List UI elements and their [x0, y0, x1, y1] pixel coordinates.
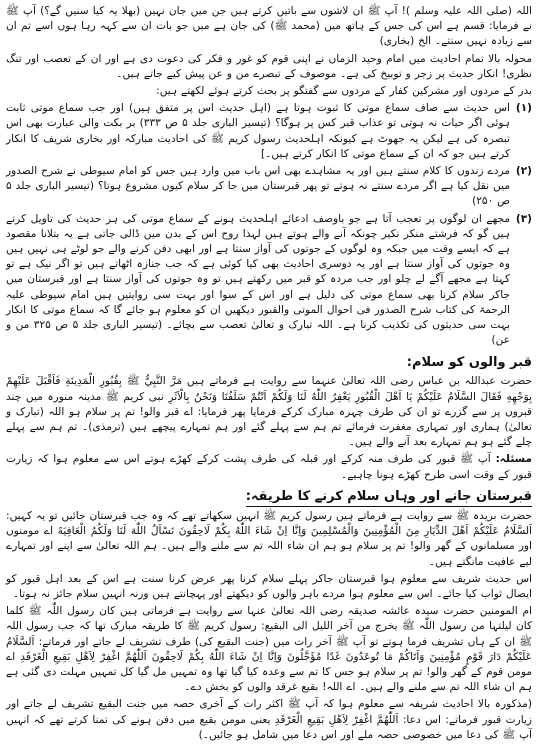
section-greeting-graves — [6, 350, 532, 482]
section-visiting-graveyard — [6, 485, 532, 743]
section-heading: قبرستان جانے اور وہاں سلام کرنے کا طریقہ: — [246, 489, 532, 507]
section-body: حضرت بریدہ ﷺ سے روایت ہے فرماتے ہیں رسول کریم ﷺ انہیں سکھاتے تھے کہ وہ جب قبرستان جائیں تو یہ کہیں: اَلسَّلَامُ عَلَيْكُمْ اَهْلَ الدِّيَارِ مِنَ الْمُؤْمِنِينَ وَالْمُسْلِمِينَ وَاِنَّا اِنْ شَاءَ اللّٰهُ بِكُمْ لَاحِقُونَ نَسْاَلُ اللّٰهَ لَنَا وَلَكُمُ الْعَافِيَةَ اے مومنوں اور مسلمانوں کے گھر والو! تم پر سلام ہو ہم ان شاء اللہ تم سے ملنے والے ہیں۔ ہم اللہ تعالیٰ سے اپنے اور تمہارے لیے عافیت مانگتے ہیں۔ — [6, 509, 532, 568]
section-note: اس حدیث شریف سے معلوم ہوا قبرستان جاکر پہلے سلام کرنا پھر عرض کرنا سنت ہے اس کے بعد اہل قبور کو ایصال ثواب کیا جائے۔ اس سے معلوم ہوا مردے باہر والوں کو دیکھتے اور پہچانتے ہیں ورنہ انہیں سلام جائز نہ ہوتا۔ — [6, 572, 532, 600]
list-item — [6, 101, 532, 164]
section-hadith: ام المومنین حضرت سیدہ عائشہ صدیقہ رضی اللہ تعالیٰ عنہا سے روایت ہے فرماتی ہیں کان رسول اللّٰہ ﷺ کلما کان لیلتہا من رسول اللّٰہ ﷺ یخرج من آخر اللیل الی البقیع: رسول کریم ﷺ کا طریقہ مبارک تھا کہ جب رسول اللہ ﷺ ان کے ہاں تشریف فرما ہوتے تو آپ ﷺ آخر رات میں (جنت البقیع کی) طرف تشریف لے جاتے اور فرماتے: اَلسَّلَامُ عَلَيْكُمْ دَارَ قَوْمٍ مُؤْمِنِينَ وَاَتَاكُمْ مَا تُوعَدُونَ غَدًا مُؤَجَّلُونَ وَاِنَّا اِنْ شَاءَ اللّٰهُ بِكُمْ لَاحِقُونَ اَللّٰهُمَّ اغْفِرْ لِاَهْلِ بَقِيعِ الْغَرْقَدِ اے مومن قوم کے گھر والو! تم پر سلام ہو جس کا تم سے وعدہ کیا گیا تھا وہ تمہیں مل گیا کل تمہیں مہلت دی گئی ہے ہم ان شاء اللہ تم سے ملنے والے ہیں۔ اے اللہ! بقیع غرقد والوں کو بخش دے۔ — [6, 605, 532, 694]
list-marker: (۱) — [515, 102, 532, 115]
section-heading: قبر والوں کو سلام: — [406, 355, 532, 371]
list-item-text: مردے زندوں کا کلام سنتے ہیں اور یہ مشاہدے بھی اس باب میں وارد ہیں جس کو امام سیوطی نے شرح الصدور میں نقل کیا ہے اگر مردے سنتے نہ ہوتے تو پھر قبرستان میں جا کر سلام کیوں مشروع ہوتا؟ (تیسیر الباری جلد ۵ ص ۲۵۰) — [6, 165, 510, 208]
masala-text: آپ ﷺ قبور کی طرف منہ کرکے اور قبلہ کی طرف پشت کرکے کھڑے ہوتے اس سے معلوم ہوا کہ زیارت قبور کے وقت اسی طرح کھڑے ہونا چاہیے۔ — [6, 453, 532, 481]
list-item-text: اس حدیث سے صاف سماع موتی کا ثبوت ہوتا ہے (اہل حدیث اس پر متفق ہیں) اور جب سماع موتی ثابت ہوئی اگر حیات نہ ہوتی تو عذاب قبر کس پر ہوگا؟ (تیسیر الباری جلد ۵ ص ۳۳۳) بر بکت والی عبارت بھی اس تبصرہ کی ہے لیکن یہ جھوٹ ہے کیونکہ اہلحدیث رسول کریم ﷺ کی احادیث مبارکہ اور بخاری شریف کا انکار کرتے ہیں جو کہ ان کے سماع موتی کا انکار کرتے ہیں۔] — [6, 102, 510, 160]
paragraph-commentary: محولہ بالا تمام احادیث میں امام وحید الزماں نے اپنی قوم کو غور و فکر کی دعوت دی ہے اور ان کے تعصب اور تنگ نظری! انکار حدیث پر زجر و توبیخ کی ہے۔ موصوف کے تبصرے من و عن پیش کیے جاتے ہیں۔ — [6, 52, 532, 80]
paragraph-badr-intro: بدر کے مردوں اور مشرکین کفار کے مردوں سے گفتگو پر بحث کرتے ہوئے لکھتے ہیں: — [156, 85, 532, 98]
section-closing: (مذکورہ بالا احادیث شریفہ سے معلوم ہوا کہ آپ ﷺ اکثر رات کے آخری حصہ میں جنت البقیع تشریف لے جاتے اور زیارت قبور فرماتے: اس دعا: اَللّٰهُمَّ اغْفِرْ لِاَهْلِ بَقِيعِ الْغَرْقَدِ یعنی مومن بقیع میں دفن ہونے کی تمنا کرتے تھے کہ انہیں آپ ﷺ کی دعا میں خصوصی حصہ ملے اور اس دعا میں شامل ہو جائیں۔) — [6, 698, 532, 741]
masala-label: مسئلہ: — [495, 453, 532, 466]
list-marker: (۲) — [515, 165, 532, 178]
list-item — [6, 164, 532, 212]
list-marker: (۳) — [515, 212, 532, 225]
section-body: حضرت عبداللہ بن عباس رضی اللہ تعالیٰ عنہما سے روایت ہے فرماتے ہیں مَرَّ النَّبِيُّ ﷺ بِقُبُورِ الْمَدِينَةِ فَاَقْبَلَ عَلَيْهِمْ بِوَجْهِهِ فَقَالَ السَّلَامُ عَلَيْكُمْ يَا اَهْلَ الْقُبُورِ يَغْفِرُ اللّٰهُ لَنَا وَلَكُمْ اَنْتُمْ سَلَفُنَا وَنَحْنُ بِالْاَثَرِ نبی کریم ﷺ مدینہ منورہ میں چند قبروں پر سے گزرے تو ان کی طرف چہرہ مبارک کرکے فرمایا پھر فرمایا: اے قبر والو! تم پر سلام ہو اللہ (تبارک و تعالیٰ) ہماری اور تمہاری مغفرت فرمائے تم ہم سے پہلے گئے اور ہم تمہارے پیچھے ہیں (ترمذی)۔ تم ہم سے پہلے چلے گئے ہو ہم تمہارے بعد آنے والے ہیں۔ — [6, 375, 532, 449]
masala-paragraph — [6, 452, 532, 482]
paragraph-intro: اللہ (صلی اللہ علیہ وسلم )! آپ ﷺ ان لاشوں سے باتیں کرتے ہیں جن میں جان نہیں (بھلا یہ کیا سنیں گے؟) آپ ﷺ نے فرمایا: قسم ہے اس کی جس کے ہاتھ میں (محمد ﷺ) کی جان ہے میں جو بات ان سے کہہ رہا ہوں اسے تم ان سے زیادہ نہیں سنتے۔ الخ (بخاری) — [6, 5, 532, 48]
list-item — [6, 212, 532, 351]
list-item-text: مجھے ان لوگوں پر تعجب آتا ہے جو باوصف ادعائے اہلحدیث ہونے کے سماع موتی کی ہر حدیث کی تاویل کرتے ہیں گو کہ فرشتے منکر نکیر چونکہ آنے والے ہوتے ہیں لہذا روح اس کے بدن میں ڈالی جاتی ہے یہ بتلانا مقصود ہے کہ ایسے وقت میں جبکہ وہ لوگوں کے جوتوں کی آواز سنتا ہے اور ابھی دفن کرنے والے جو لوٹے ہی نہیں ہیں وہ جوتوں کی آواز سنتا ہے اور یہ دوسری احادیث بھی کیا کوئی ہے کہ جب جنازہ اٹھاتے ہیں تو اگر نیک ہے تو کہتا ہے مجھے آگے لے چلو اور جب مردہ کو قبر میں رکھتے ہیں تو وہ جوتوں کی آواز سنتا ہے اور قبرستان میں جاکر سلام کرنا بھی سماع موتی کی دلیل ہے اور اس کے سوا اور بہت سی روایتیں ہیں امام سیوطی علیہ الرحمۃ کی کتاب شرح الصدور فی احوال الموتی والقبور دیکھیں ان کو معلوم ہو جائے گا کہ سماع موتی کا انکار بہت سی حدیثوں کی تکذیب کرنا ہے۔ اللہ تبارک و تعالیٰ تعصب سے بچائے۔ (تیسیر الباری جلد ۵ ص ۳۲۵ من و عن) — [6, 212, 510, 347]
